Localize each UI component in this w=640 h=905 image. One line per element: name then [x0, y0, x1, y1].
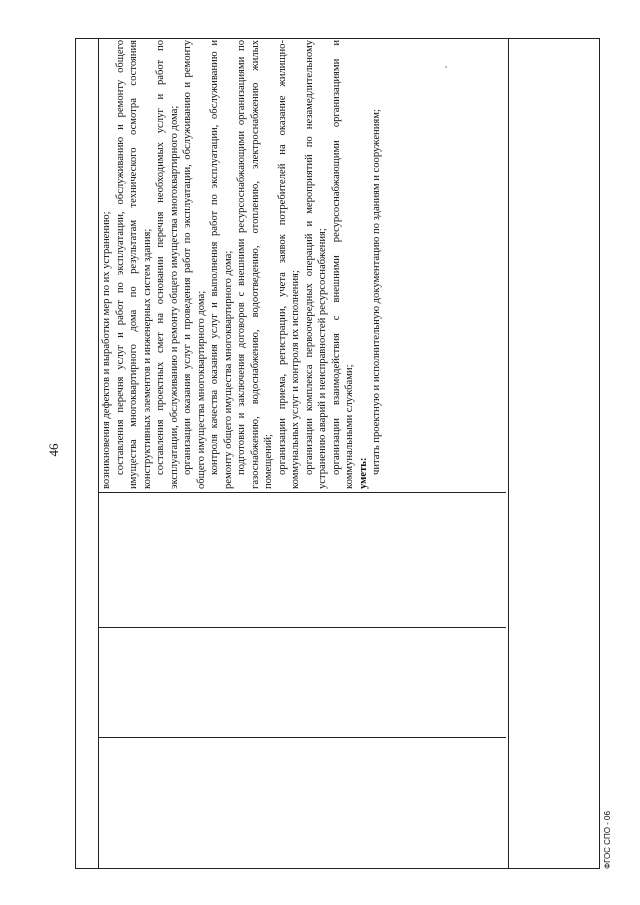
section-heading: уметь:	[357, 457, 369, 489]
requirement-paragraph: организации взаимодействия с внешними ресурсоснабжающими организациями и коммунальными службами;	[330, 40, 355, 489]
requirement-paragraph: контроля качества оказания услуг и выполнения работ по эксплуатации, обслуживанию и ремонту общего имущества многоквартирного дома;	[209, 40, 234, 489]
column-divider	[98, 627, 506, 628]
requirement-paragraph: организации оказания услуг и проведения работ по эксплуатации, обслуживанию и ремонту общего имущества многоквартирного дома;	[182, 40, 207, 489]
requirement-paragraph: читать проектную и исполнительную документацию по зданиям и сооружениям;	[371, 109, 382, 475]
footer-code: ФГОС СПО - 06	[603, 811, 612, 869]
table-row-top	[76, 39, 98, 868]
scan-artifact	[445, 66, 447, 68]
requirement-paragraph: подготовки и заключения договоров с внешними ресурсоснабжающими организациями по газоснабжению, водоснабжению, водоотведению, отоплению, электроснабжению жилых помещений;	[236, 40, 274, 489]
competency-table	[75, 38, 600, 869]
page-number: 46	[46, 443, 61, 457]
requirement-paragraph: организации приема, регистрации, учета заявок потребителей на оказание жилищно-коммунальных услуг и контроля их исполнения;	[276, 40, 301, 489]
requirement-paragraph: организации комплекса первоочередных операций и мероприятий по незамедлительному устранению аварий и неисправностей ресурсоснабжения;	[303, 40, 328, 489]
table-row-bottom	[508, 39, 602, 868]
requirement-paragraph: составления проектных смет на основании перечня необходимых услуг и работ по эксплуатации, обслуживанию и ремонту общего имущества многоквартирного дома;	[155, 40, 180, 489]
table-cell-requirements	[98, 37, 508, 493]
requirement-paragraph: составления перечня услуг и работ по эксплуатации, обслуживанию и ремонту общего имущества многоквартирного дома по результатам технического осмотра состояния конструктивных элементов и инженерных систем здания;	[114, 40, 153, 489]
column-divider	[98, 737, 506, 738]
requirement-paragraph: возникновения дефектов и выработки мер по их устранению;	[101, 211, 112, 489]
